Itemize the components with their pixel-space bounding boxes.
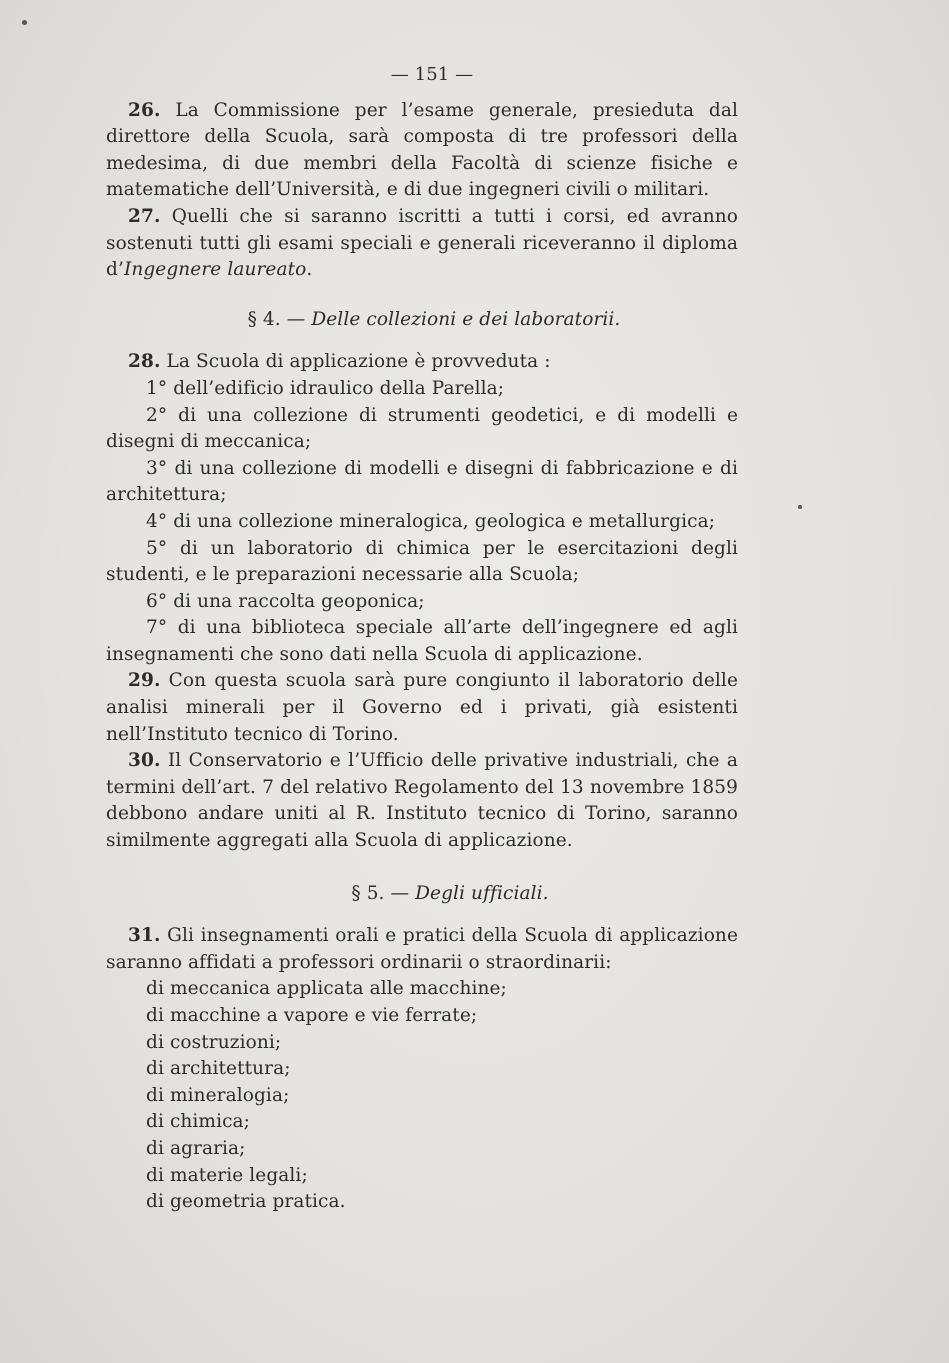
list-item: di meccanica applicata alle macchine; bbox=[146, 978, 507, 1000]
diploma-title: Ingegnere laureato bbox=[123, 259, 307, 281]
article-number: 27. bbox=[128, 205, 161, 227]
paper-speck bbox=[22, 20, 27, 25]
list-item: 3° di una collezione di modelli e disegni di fabbricazione e di architettura; bbox=[106, 457, 738, 506]
section-sign: § 5. bbox=[351, 882, 385, 904]
section-dash: — bbox=[390, 882, 410, 904]
list-item: di mineralogia; bbox=[146, 1084, 290, 1106]
page-body bbox=[106, 62, 738, 1216]
list-item: di agraria; bbox=[146, 1137, 246, 1159]
article-text-end: . bbox=[306, 259, 313, 281]
article-text: La Commissione per l’esame generale, presieduta dal direttore della Scuola, sarà composta di tre professori della medesima, di due membri della Facoltà di scienze fisiche e matematiche dell’Università, e di due ingegneri civili o militari. bbox=[106, 99, 738, 201]
article-number: 30. bbox=[128, 750, 161, 772]
article-number: 31. bbox=[128, 925, 161, 947]
section-dash: — bbox=[286, 308, 306, 330]
list-item: 5° di un laboratorio di chimica per le esercitazioni degli studenti, e le preparazioni necessarie alla Scuola; bbox=[106, 537, 738, 586]
article-28 bbox=[106, 349, 738, 376]
list-item: di macchine a vapore e vie ferrate; bbox=[146, 1005, 478, 1026]
article-number: 29. bbox=[128, 670, 161, 692]
article-text: Il Conservatorio e l’Ufficio delle privative industriali, che a termini dell’art. 7 del relativo Regolamento del 13 novembre 1859 debbono andare uniti al R. Instituto tecnico di Torino, saranno similmente aggregati alla Scuola di applicazione. bbox=[106, 750, 738, 852]
section-title: Degli ufficiali. bbox=[415, 882, 549, 904]
section-heading-4 bbox=[106, 307, 738, 334]
section-sign: § 4. bbox=[247, 308, 281, 330]
list-item: di chimica; bbox=[146, 1111, 251, 1133]
list-item: 2° di una collezione di strumenti geodetici, e di modelli e disegni di meccanica; bbox=[106, 404, 738, 453]
list-item: 6° di una raccolta geoponica; bbox=[146, 590, 425, 612]
list-item: di geometria pratica. bbox=[146, 1191, 346, 1213]
article-text: La Scuola di applicazione è provveduta : bbox=[160, 351, 551, 373]
article-number: 26. bbox=[128, 99, 161, 121]
article-text: Quelli che si saranno iscritti a tutti i corsi, ed avranno sostenuti tutti gli esami speciali e generali riceveranno il diploma d’ bbox=[106, 205, 738, 281]
article-30 bbox=[106, 748, 738, 854]
paper-speck bbox=[798, 505, 802, 509]
list-item: di costruzioni; bbox=[146, 1031, 282, 1053]
article-number: 28. bbox=[128, 351, 161, 373]
article-26 bbox=[106, 98, 738, 204]
article-29 bbox=[106, 668, 738, 748]
section-title: Delle collezioni e dei laboratorii. bbox=[311, 308, 621, 330]
page-number: — 151 — bbox=[390, 64, 474, 85]
article-text: Gli insegnamenti orali e pratici della Scuola di applicazione saranno affidati a professori ordinarii o straordinarii: bbox=[106, 925, 738, 973]
list-item: 1° dell’edificio idraulico della Parella; bbox=[146, 377, 505, 399]
section-heading-5 bbox=[106, 881, 738, 908]
article-31 bbox=[106, 923, 738, 976]
list-item: 7° di una biblioteca speciale all’arte dell’ingegnere ed agli insegnamenti che sono dati nella Scuola di applicazione. bbox=[106, 617, 738, 665]
list-item: 4° di una collezione mineralogica, geologica e metallurgica; bbox=[146, 510, 716, 532]
list-item: di materie legali; bbox=[146, 1164, 308, 1186]
list-item: di architettura; bbox=[146, 1058, 291, 1080]
article-text: Con questa scuola sarà pure congiunto il laboratorio delle analisi minerali per il Governo ed i privati, già esistenti nell’Instituto tecnico di Torino. bbox=[106, 670, 738, 745]
article-27 bbox=[106, 204, 738, 284]
